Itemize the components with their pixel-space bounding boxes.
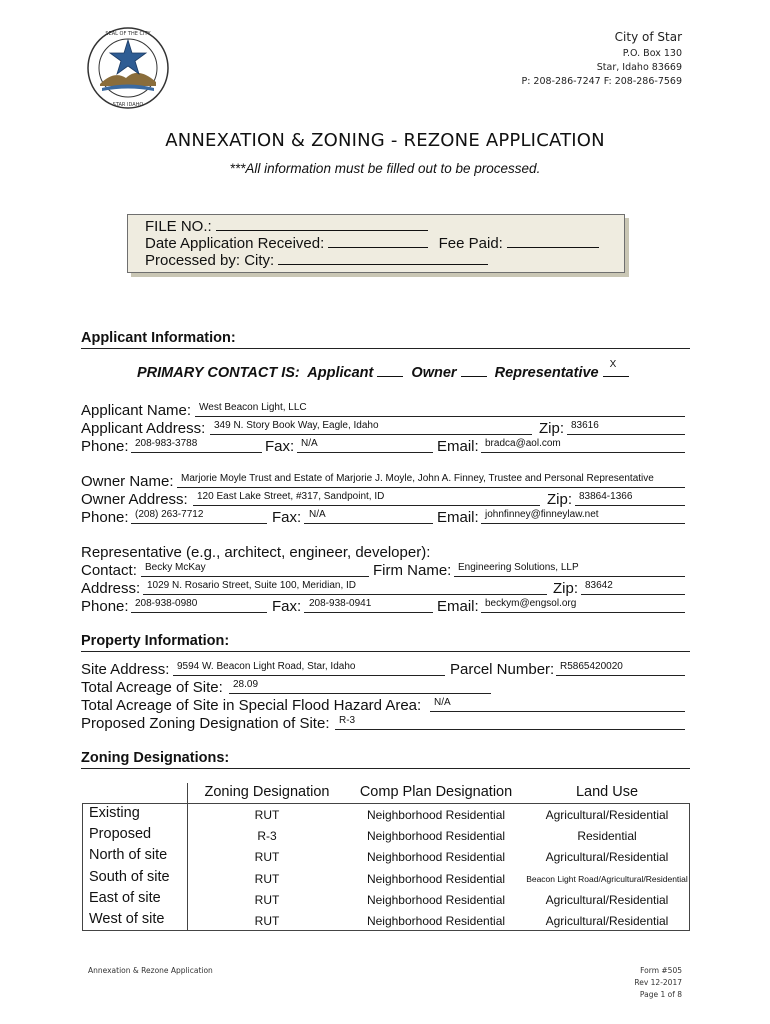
zoning-row-label: West of site: [89, 911, 165, 927]
comp-plan-cell: Neighborhood Residential: [366, 872, 506, 886]
flood-area-label: Total Acreage of Site in Special Flood Hazard Area:: [81, 697, 422, 714]
processed-by-label: Processed by: City:: [145, 252, 275, 269]
primary-representative-mark: X: [609, 359, 617, 370]
representative-heading: Representative (e.g., architect, engineer, developer):: [81, 544, 431, 561]
owner-fax-label: Fax:: [272, 509, 302, 526]
applicant-address-value: 349 N. Story Book Way, Eagle, Idaho: [214, 420, 379, 431]
applicant-phone-label: Phone:: [81, 438, 129, 455]
owner-name-label: Owner Name:: [81, 473, 174, 490]
rep-contact-value: Becky McKay: [145, 562, 206, 573]
applicant-phone-value: 208-983-3788: [135, 438, 198, 449]
rep-firm-label: Firm Name:: [373, 562, 452, 579]
applicant-zip-value: 83616: [571, 420, 599, 431]
applicant-zip-label: Zip:: [539, 420, 565, 437]
zoning-table: [82, 803, 690, 931]
zoning-row-label: Proposed: [89, 826, 152, 842]
parcel-number-value: R5865420020: [560, 661, 623, 672]
city-po-box: P.O. Box 130: [622, 48, 682, 59]
primary-contact-row: [137, 359, 629, 381]
date-received-field[interactable]: [328, 234, 428, 248]
owner-fax-value: N/A: [309, 509, 326, 520]
acreage-value: 28.09: [233, 679, 259, 690]
comp-plan-col-header: Comp Plan Designation: [359, 784, 513, 800]
rep-address-value: 1029 N. Rosario Street, Suite 100, Meridian, ID: [147, 580, 356, 591]
land-use-cell: Residential: [577, 829, 637, 843]
comp-plan-cell: Neighborhood Residential: [366, 914, 506, 928]
owner-address-label: Owner Address:: [81, 491, 188, 508]
footer-form-number: Form #505: [640, 966, 682, 975]
rep-phone-value: 208-938-0980: [135, 598, 198, 609]
owner-zip-value: 83864-1366: [579, 491, 633, 502]
applicant-name-label: Applicant Name:: [81, 402, 192, 419]
rep-address-label: Address:: [81, 580, 141, 597]
comp-plan-cell: Neighborhood Residential: [366, 893, 506, 907]
zoning-cell: RUT: [254, 872, 280, 886]
processed-by-field[interactable]: [278, 251, 488, 265]
footer-doc-name: Annexation & Rezone Application: [88, 966, 213, 975]
applicant-info-heading: Applicant Information:: [81, 330, 690, 349]
primary-contact-label: PRIMARY CONTACT IS:: [137, 365, 300, 381]
comp-plan-cell: Neighborhood Residential: [366, 808, 506, 822]
city-seal-icon: [86, 26, 170, 110]
zoning-col-header: Zoning Designation: [204, 784, 330, 800]
zoning-row-label: South of site: [89, 869, 170, 885]
primary-representative-field[interactable]: [603, 359, 629, 377]
file-no-label: FILE NO.:: [145, 218, 212, 235]
rep-fax-value: 208-938-0941: [309, 598, 372, 609]
primary-owner-label: Owner: [411, 365, 457, 381]
proposed-zoning-field[interactable]: [335, 713, 685, 730]
zoning-cell: RUT: [254, 893, 280, 907]
page-title: ANNEXATION & ZONING - REZONE APPLICATION: [165, 130, 605, 151]
city-name: City of Star: [614, 30, 682, 44]
owner-name-value: Marjorie Moyle Trust and Estate of Marjorie J. Moyle, John A. Finney, Trustee and Personal Representative: [181, 473, 654, 484]
acreage-field[interactable]: [229, 677, 491, 694]
flood-area-field[interactable]: [430, 695, 685, 712]
land-use-col-header: Land Use: [575, 784, 639, 800]
rep-phone-label: Phone:: [81, 598, 129, 615]
zoning-designations-heading: Zoning Designations:: [81, 750, 690, 769]
rep-email-label: Email:: [437, 598, 479, 615]
zoning-cell: RUT: [254, 914, 280, 928]
property-info-heading: Property Information:: [81, 633, 690, 652]
zoning-cell: RUT: [254, 850, 280, 864]
applicant-fax-label: Fax:: [265, 438, 295, 455]
footer-revision: Rev 12-2017: [634, 978, 682, 987]
land-use-cell: Agricultural/Residential: [545, 914, 669, 928]
fee-paid-field[interactable]: [507, 234, 599, 248]
zoning-row-label: Existing: [89, 805, 140, 821]
applicant-email-label: Email:: [437, 438, 479, 455]
zoning-cell: RUT: [254, 808, 280, 822]
owner-zip-label: Zip:: [547, 491, 573, 508]
zoning-row-label: East of site: [89, 890, 161, 906]
city-phone-fax: P: 208-286-7247 F: 208-286-7569: [521, 76, 682, 87]
acreage-label: Total Acreage of Site:: [81, 679, 223, 696]
owner-address-value: 120 East Lake Street, #317, Sandpoint, ID: [197, 491, 385, 502]
processed-by-row: [145, 251, 488, 269]
zoning-cell: R-3: [257, 829, 277, 843]
file-no-row: [145, 217, 428, 235]
land-use-cell: Agricultural/Residential: [545, 808, 669, 822]
rep-fax-label: Fax:: [272, 598, 302, 615]
primary-owner-field[interactable]: [461, 364, 487, 377]
date-fee-row: [145, 234, 599, 252]
owner-phone-value: (208) 263-7712: [135, 509, 204, 520]
comp-plan-cell: Neighborhood Residential: [366, 829, 506, 843]
city-state-zip: Star, Idaho 83669: [596, 62, 682, 73]
page-subtitle: ***All information must be filled out to be processed.: [229, 161, 541, 176]
applicant-fax-value: N/A: [301, 438, 318, 449]
site-address-value: 9594 W. Beacon Light Road, Star, Idaho: [177, 661, 356, 672]
proposed-zoning-value: R-3: [339, 715, 356, 726]
fee-paid-label: Fee Paid:: [438, 235, 503, 252]
svg-text:STAR IDAHO: STAR IDAHO: [112, 102, 144, 108]
footer-page-number: Page 1 of 8: [639, 990, 682, 999]
zoning-row-label: North of site: [89, 847, 168, 863]
flood-area-value: N/A: [434, 697, 451, 708]
rep-zip-label: Zip:: [553, 580, 579, 597]
date-received-label: Date Application Received:: [145, 235, 325, 252]
rep-email-value: beckym@engsol.org: [485, 598, 577, 609]
owner-email-label: Email:: [437, 509, 479, 526]
rep-firm-value: Engineering Solutions, LLP: [458, 562, 579, 573]
land-use-cell: Beacon Light Road/Agricultural/Residential: [526, 874, 688, 884]
primary-applicant-field[interactable]: [377, 364, 403, 377]
owner-email-value: johnfinney@finneylaw.net: [485, 509, 599, 520]
rep-zip-value: 83642: [585, 580, 613, 591]
svg-text:SEAL OF THE CITY: SEAL OF THE CITY: [105, 31, 151, 37]
parcel-number-label: Parcel Number:: [450, 661, 555, 678]
rep-contact-label: Contact:: [81, 562, 137, 579]
applicant-name-value: West Beacon Light, LLC: [199, 402, 307, 413]
proposed-zoning-label: Proposed Zoning Designation of Site:: [81, 715, 330, 732]
primary-representative-label: Representative: [494, 365, 599, 381]
land-use-cell: Agricultural/Residential: [545, 850, 669, 864]
comp-plan-cell: Neighborhood Residential: [366, 850, 506, 864]
primary-applicant-label: Applicant: [307, 365, 374, 381]
office-use-box: [127, 214, 625, 273]
applicant-email-value: bradca@aol.com: [485, 438, 561, 449]
file-no-field[interactable]: [216, 217, 428, 231]
site-address-label: Site Address:: [81, 661, 170, 678]
applicant-address-label: Applicant Address:: [81, 420, 206, 437]
land-use-cell: Agricultural/Residential: [545, 893, 669, 907]
owner-phone-label: Phone:: [81, 509, 129, 526]
